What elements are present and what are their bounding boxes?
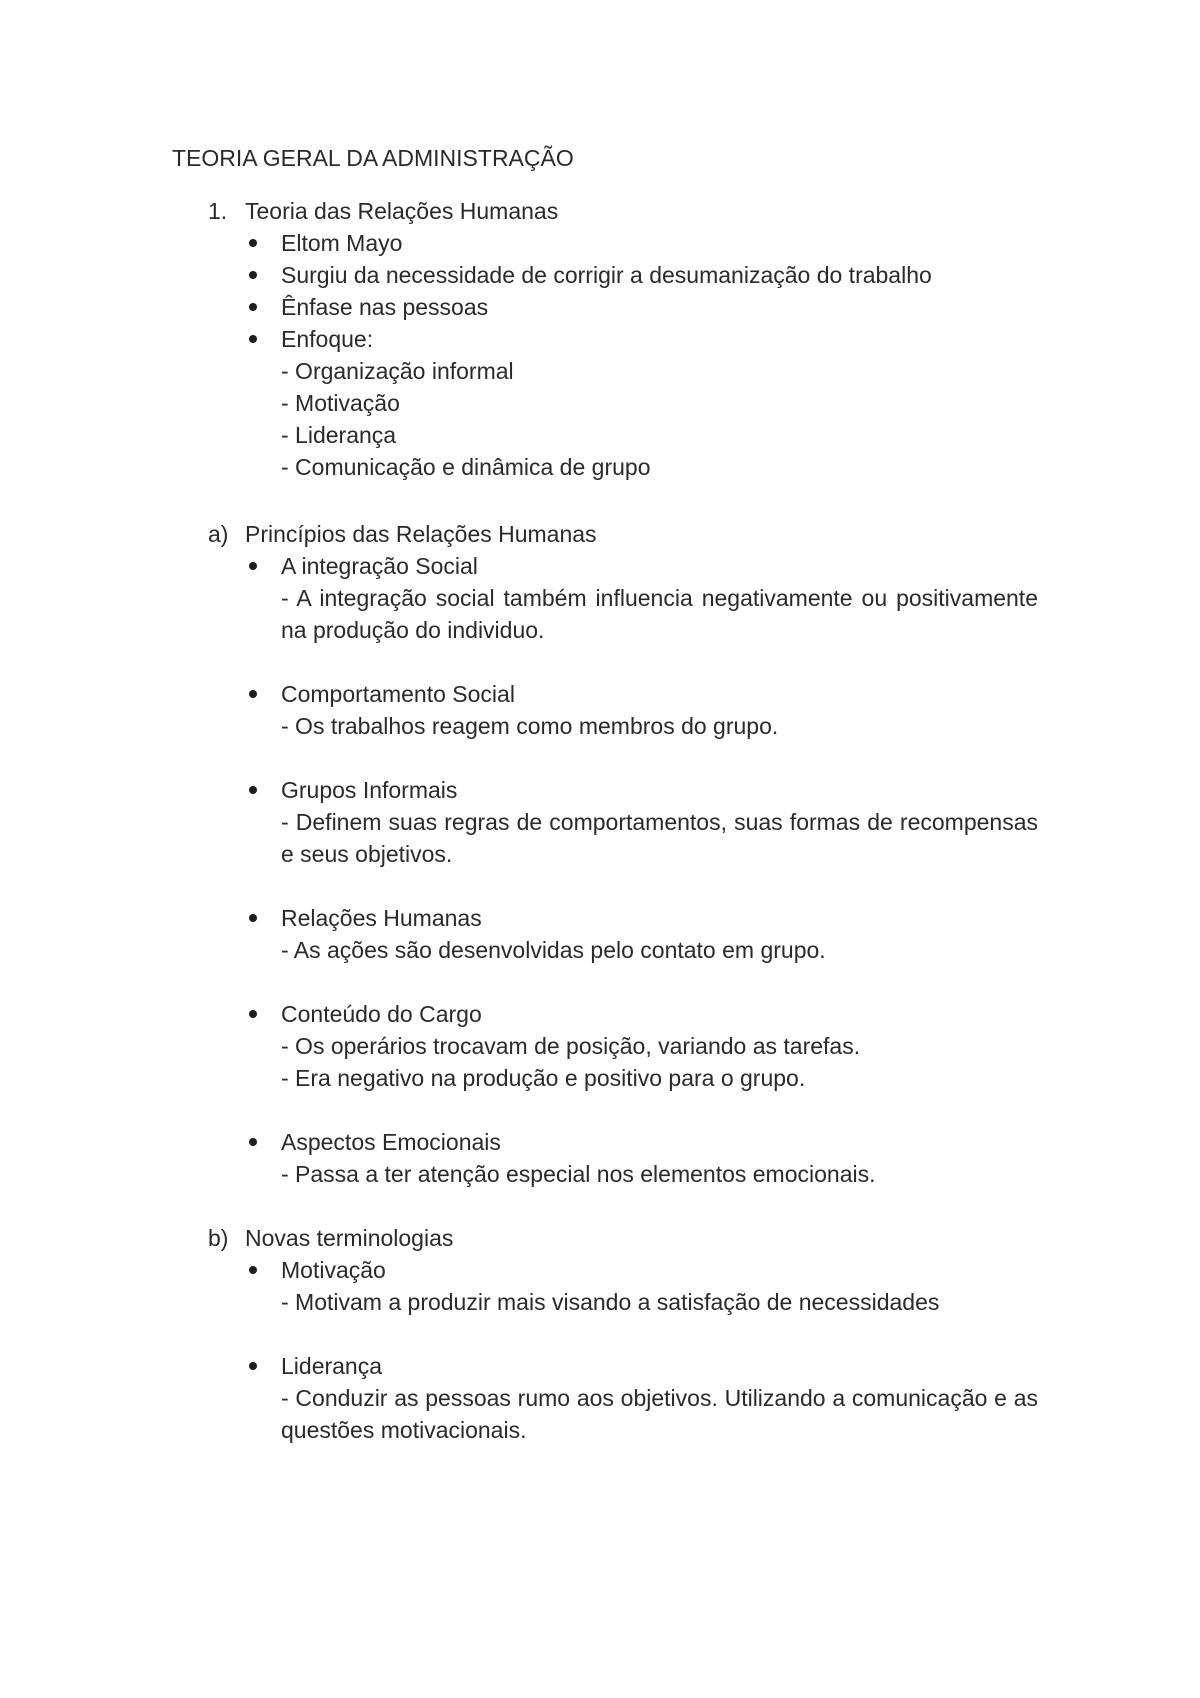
blank-line [208, 870, 1038, 902]
section-heading [208, 195, 1038, 227]
bullet-detail: - Organização informal [281, 358, 514, 384]
blank-line [208, 966, 1038, 998]
bullet-detail: - A integração social também influencia negativamente ou positivamente na produção do individuo. [281, 585, 1038, 643]
document-title: TEORIA GERAL DA ADMINISTRAÇÃO [172, 145, 574, 171]
bullet-item [208, 1126, 1038, 1190]
bullet-icon [249, 786, 257, 794]
bullet-item [208, 902, 1038, 966]
bullet-label: Eltom Mayo [281, 230, 403, 256]
section-principios-relacoes-humanas [208, 518, 1038, 1190]
bullet-item [208, 291, 1038, 323]
bullet-item [208, 323, 1038, 483]
bullet-detail: - Os operários trocavam de posição, variando as tarefas. [281, 1033, 861, 1059]
blank-line [208, 742, 1038, 774]
list-letter: b) [208, 1225, 229, 1251]
bullet-detail: - Motivação [281, 390, 400, 416]
list-letter: a) [208, 521, 229, 547]
section-heading [208, 1222, 1038, 1254]
blank-line [208, 646, 1038, 678]
section-title: Princípios das Relações Humanas [245, 521, 597, 547]
bullet-list [208, 550, 1038, 1190]
bullet-item [208, 678, 1038, 742]
bullet-detail: - Comunicação e dinâmica de grupo [281, 454, 651, 480]
bullet-detail: - Conduzir as pessoas rumo aos objetivos. Utilizando a comunicação e as questões motivacionais. [281, 1385, 1038, 1443]
section-title: Novas terminologias [245, 1225, 454, 1251]
bullet-detail: - Passa a ter atenção especial nos elementos emocionais. [281, 1161, 876, 1187]
bullet-detail: - Liderança [281, 422, 397, 448]
bullet-label: Motivação [281, 1257, 386, 1283]
section-heading [208, 518, 1038, 550]
bullet-item [208, 259, 1038, 291]
bullet-icon [249, 271, 257, 279]
bullet-detail: - Os trabalhos reagem como membros do grupo. [281, 713, 779, 739]
bullet-label: A integração Social [281, 553, 478, 579]
bullet-icon [249, 335, 257, 343]
bullet-icon [249, 1362, 257, 1370]
bullet-label: Ênfase nas pessoas [281, 294, 489, 320]
bullet-label: Relações Humanas [281, 905, 482, 931]
section-title: Teoria das Relações Humanas [245, 198, 559, 224]
blank-line [208, 1318, 1038, 1350]
bullet-item [208, 550, 1038, 646]
bullet-icon [249, 303, 257, 311]
bullet-label: Surgiu da necessidade de corrigir a desumanização do trabalho [281, 262, 932, 288]
bullet-icon [249, 690, 257, 698]
bullet-icon [249, 1138, 257, 1146]
bullet-icon [249, 1010, 257, 1018]
blank-line [208, 1094, 1038, 1126]
bullet-label: Aspectos Emocionais [281, 1129, 501, 1155]
list-number: 1. [208, 198, 228, 224]
bullet-label: Liderança [281, 1353, 383, 1379]
bullet-detail: - As ações são desenvolvidas pelo contato em grupo. [281, 937, 826, 963]
bullet-label: Enfoque: [281, 326, 374, 352]
bullet-icon [249, 1266, 257, 1274]
bullet-list [208, 227, 1038, 483]
bullet-detail: - Motivam a produzir mais visando a satisfação de necessidades [281, 1289, 940, 1315]
bullet-item [208, 227, 1038, 259]
bullet-icon [249, 562, 257, 570]
bullet-icon [249, 914, 257, 922]
bullet-item [208, 998, 1038, 1094]
bullet-detail: - Era negativo na produção e positivo para o grupo. [281, 1065, 806, 1091]
section-teoria-relacoes-humanas [208, 195, 1038, 483]
bullet-list [208, 1254, 1038, 1446]
bullet-item [208, 774, 1038, 870]
bullet-item [208, 1350, 1038, 1446]
bullet-label: Comportamento Social [281, 681, 515, 707]
section-novas-terminologias [208, 1222, 1038, 1446]
bullet-label: Grupos Informais [281, 777, 458, 803]
bullet-icon [249, 239, 257, 247]
bullet-item [208, 1254, 1038, 1318]
bullet-detail: - Definem suas regras de comportamentos, suas formas de recompensas e seus objetivos. [281, 809, 1038, 867]
bullet-label: Conteúdo do Cargo [281, 1001, 482, 1027]
